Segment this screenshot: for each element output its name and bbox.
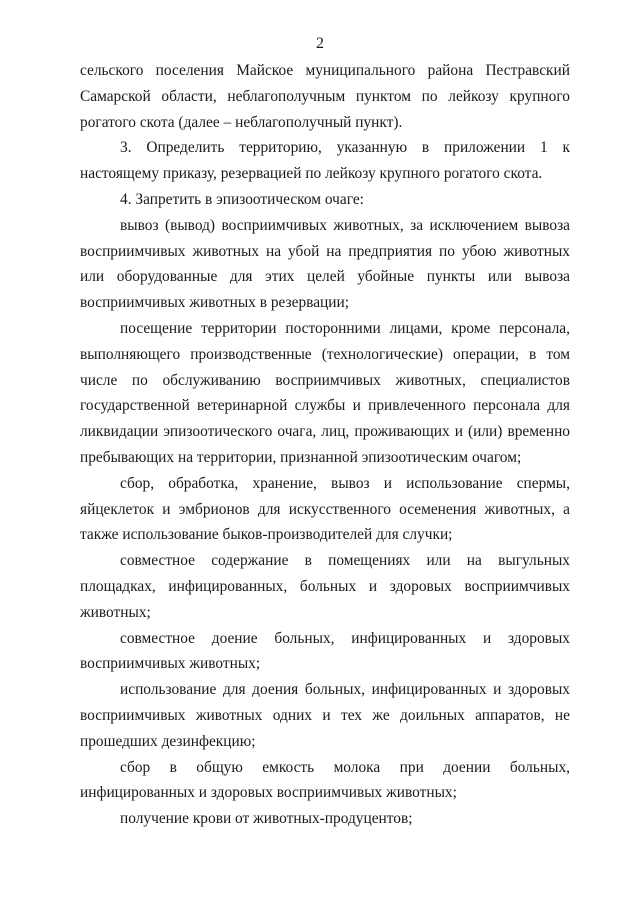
paragraph-continuation: сельского поселения Майское муниципального района Пестравский Самарской области, неблагополучным пунктом по лейкозу крупного рогатого скота (далее – неблагополучный пункт). [80, 62, 570, 131]
document-body [80, 58, 570, 832]
page-number: 2 [316, 35, 324, 52]
prohibition-joint-housing: совместное содержание в помещениях или на выгульных площадках, инфицированных, больных и здоровых восприимчивых животных; [80, 552, 570, 621]
prohibition-blood-collection: получение крови от животных-продуцентов; [120, 810, 413, 828]
paragraph-item-4: 4. Запретить в эпизоотическом очаге: [120, 190, 364, 208]
prohibition-joint-milking: совместное доение больных, инфицированных и здоровых восприимчивых животных; [80, 629, 570, 673]
prohibition-common-milk-container: сбор в общую емкость молока при доении больных, инфицированных и здоровых восприимчивых животных; [80, 758, 570, 802]
prohibition-shared-milking-machines: использование для доения больных, инфицированных и здоровых восприимчивых животных одних и тех же доильных аппаратов, не прошедших дезинфекцию; [80, 681, 570, 750]
prohibition-sperm-embryos: сбор, обработка, хранение, вывоз и использование спермы, яйцеклеток и эмбрионов для искусственного осеменения животных, а также использование быков-производителей для случки; [80, 474, 570, 544]
paragraph-item-3: 3. Определить территорию, указанную в приложении 1 к настоящему приказу, резервацией по лейкозу крупного рогатого скота. [80, 139, 570, 183]
prohibition-export-animals: вывоз (вывод) восприимчивых животных, за исключением вывоза восприимчивых животных на убой на предприятия по убою животных или оборудованные для этих целей убойные пункты или вывоза восприимчивых животных в резервации; [80, 216, 570, 312]
prohibition-outsider-visits: посещение территории посторонними лицами, кроме персонала, выполняющего производственные (технологические) операции, в том числе по обслуживанию восприимчивых животных, специалистов государственной ветеринарной службы и привлеченного персонала для ликвидации эпизоотического очага, лиц, проживающих и (или) временно пребывающих на территории, признанной эпизоотическим очагом; [80, 319, 570, 466]
